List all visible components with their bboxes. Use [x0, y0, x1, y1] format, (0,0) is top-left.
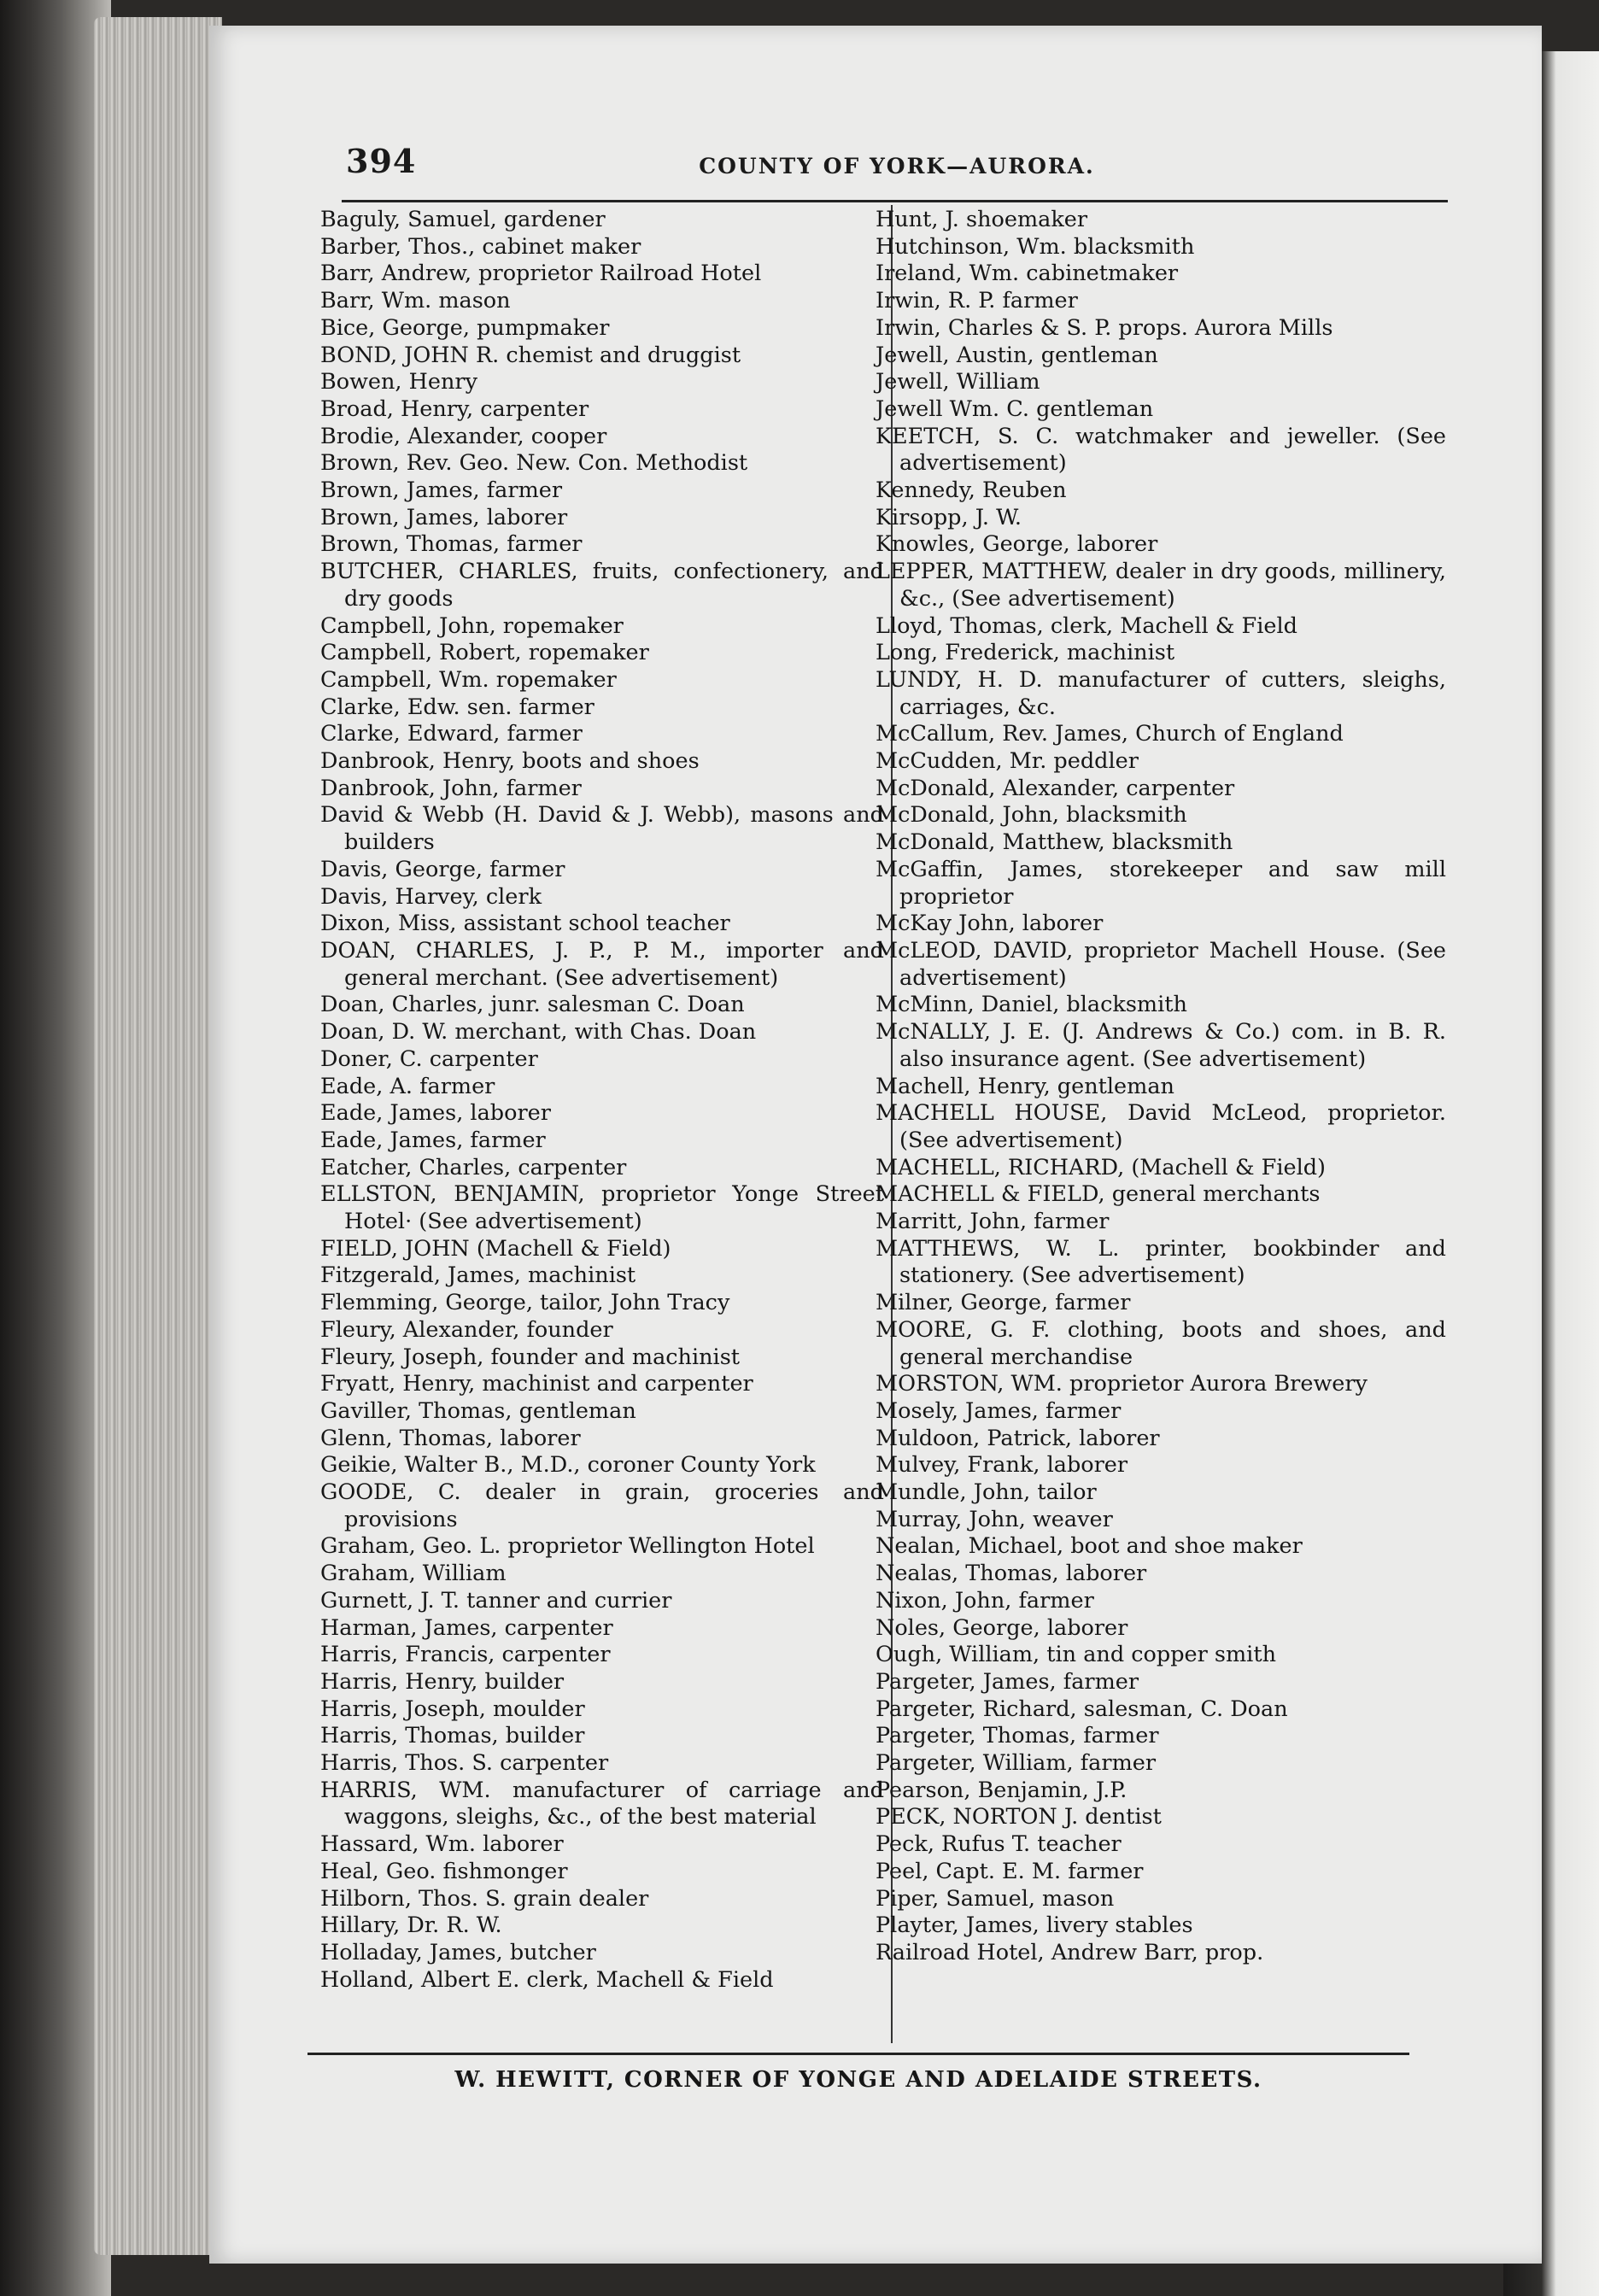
directory-entry: Davis, Harvey, clerk [320, 883, 542, 910]
directory-entry: Doner, C. carpenter [320, 1046, 538, 1072]
directory-entry: Harris, Thomas, builder [320, 1723, 585, 1749]
directory-entry: Lloyd, Thomas, clerk, Machell & Field [876, 612, 1297, 639]
directory-entry: Harris, Henry, builder [320, 1668, 565, 1695]
directory-entry: Campbell, Robert, ropemaker [320, 640, 649, 666]
directory-entry: Ireland, Wm. cabinetmaker [876, 261, 1179, 287]
directory-entry: Pargeter, James, farmer [876, 1668, 1139, 1695]
directory-entry: Barr, Wm. mason [320, 288, 511, 314]
directory-entry: Holland, Albert E. clerk, Machell & Field [320, 1966, 774, 1993]
directory-entry: Nealan, Michael, boot and shoe maker [876, 1533, 1303, 1560]
directory-entry: Danbrook, Henry, boots and shoes [320, 748, 700, 775]
left-column [320, 207, 884, 1994]
directory-entry: Irwin, Charles & S. P. props. Aurora Mills [876, 314, 1333, 341]
directory-entry: Noles, George, laborer [876, 1614, 1128, 1641]
directory-entry: Eatcher, Charles, carpenter [320, 1154, 627, 1180]
directory-entry: Fleury, Alexander, founder [320, 1316, 613, 1343]
directory-entry: McGaffin, James, storekeeper and saw mill proprietor [876, 856, 1446, 910]
directory-entry: Eade, A. farmer [320, 1073, 495, 1099]
directory-entry: BOND, JOHN R. chemist and druggist [320, 342, 741, 368]
directory-entry: Mundle, John, tailor [876, 1479, 1097, 1506]
directory-entry: Nealas, Thomas, laborer [876, 1561, 1147, 1587]
directory-entry: Hillary, Dr. R. W. [320, 1912, 502, 1939]
directory-entry: Bice, George, pumpmaker [320, 314, 610, 341]
directory-entry: Geikie, Walter B., M.D., coroner County York [320, 1452, 816, 1479]
directory-entry: McDonald, John, blacksmith [876, 802, 1187, 829]
book-page-stack [94, 17, 222, 2255]
directory-entry: Broad, Henry, carpenter [320, 395, 589, 422]
directory-entry: Pargeter, Thomas, farmer [876, 1723, 1159, 1749]
directory-entry: Campbell, John, ropemaker [320, 612, 624, 639]
directory-entry: McNALLY, J. E. (J. Andrews & Co.) com. in B. R. also insurance agent. (See advertisement) [876, 1019, 1446, 1072]
directory-entry: ELLSTON, BENJAMIN, proprietor Yonge Street Hotel· (See advertisement) [320, 1181, 884, 1235]
directory-entry: Muldoon, Patrick, laborer [876, 1425, 1160, 1451]
directory-entry: Heal, Geo. fishmonger [320, 1858, 568, 1884]
directory-entry: MACHELL HOUSE, David McLeod, proprietor. (See advertisement) [876, 1100, 1446, 1153]
directory-entry: Kirsopp, J. W. [876, 504, 1022, 530]
directory-entry: Fleury, Joseph, founder and machinist [320, 1344, 741, 1370]
directory-entry: Eade, James, farmer [320, 1127, 546, 1153]
directory-entry: McDonald, Matthew, blacksmith [876, 829, 1233, 856]
directory-entry: Doan, D. W. merchant, with Chas. Doan [320, 1019, 757, 1046]
directory-entry: KEETCH, S. C. watchmaker and jeweller. (See advertisement) [876, 423, 1446, 477]
directory-entry: Pargeter, William, farmer [876, 1750, 1157, 1777]
directory-entry: McMinn, Daniel, blacksmith [876, 992, 1187, 1018]
directory-entry: Harris, Thos. S. carpenter [320, 1750, 609, 1777]
directory-entry: Mosely, James, farmer [876, 1397, 1122, 1424]
directory-entry: Brown, Thomas, farmer [320, 531, 583, 558]
directory-entry: McDonald, Alexander, carpenter [876, 775, 1235, 801]
directory-entry: BUTCHER, CHARLES, fruits, confectionery, and dry goods [320, 559, 884, 612]
directory-entry: MATTHEWS, W. L. printer, bookbinder and stationery. (See advertisement) [876, 1235, 1446, 1289]
footer-rule [308, 2053, 1409, 2055]
right-column [876, 207, 1446, 1967]
directory-entry: Milner, George, farmer [876, 1290, 1131, 1316]
directory-entry: Playter, James, livery stables [876, 1912, 1193, 1939]
directory-entry: Glenn, Thomas, laborer [320, 1425, 581, 1451]
directory-entry: MOORE, G. F. clothing, boots and shoes, and general merchandise [876, 1316, 1446, 1370]
directory-entry: Railroad Hotel, Andrew Barr, prop. [876, 1940, 1264, 1965]
directory-entry: Peel, Capt. E. M. farmer [876, 1858, 1144, 1884]
directory-entry: Long, Frederick, machinist [876, 640, 1175, 666]
directory-entry: PECK, NORTON J. dentist [876, 1804, 1162, 1830]
directory-entry: Barr, Andrew, proprietor Railroad Hotel [320, 261, 762, 287]
directory-entry: McKay John, laborer [876, 911, 1104, 937]
page-title: COUNTY OF YORK—AURORA. [699, 154, 1095, 179]
directory-entry: Graham, William [320, 1561, 507, 1587]
directory-entry: McCudden, Mr. peddler [876, 748, 1139, 775]
directory-entry: Nixon, John, farmer [876, 1587, 1094, 1614]
directory-entry: Murray, John, weaver [876, 1506, 1113, 1532]
directory-entry: Irwin, R. P. farmer [876, 288, 1078, 314]
directory-entry: LUNDY, H. D. manufacturer of cutters, sleighs, carriages, &c. [876, 666, 1446, 720]
header-rule [342, 200, 1448, 202]
directory-entry: David & Webb (H. David & J. Webb), masons and builders [320, 802, 884, 856]
directory-entry: GOODE, C. dealer in grain, groceries and provisions [320, 1479, 884, 1532]
directory-entry: McCallum, Rev. James, Church of England [876, 721, 1344, 747]
page-number: 394 [346, 142, 417, 180]
directory-entry: HARRIS, WM. manufacturer of carriage and waggons, sleighs, &c., of the best material [320, 1777, 884, 1830]
page-header [346, 142, 1448, 190]
directory-entry: Jewell, William [876, 369, 1040, 395]
directory-entry: Doan, Charles, junr. salesman C. Doan [320, 992, 745, 1018]
directory-entry: Gurnett, J. T. tanner and currier [320, 1587, 672, 1614]
directory-entry: Pargeter, Richard, salesman, C. Doan [876, 1696, 1288, 1722]
directory-entry: Marritt, John, farmer [876, 1209, 1110, 1235]
directory-entry: Jewell Wm. C. gentleman [876, 395, 1154, 422]
directory-entry: Jewell, Austin, gentleman [876, 342, 1158, 368]
directory-entry: Mulvey, Frank, laborer [876, 1452, 1128, 1479]
directory-entry: Machell, Henry, gentleman [876, 1073, 1174, 1099]
directory-entry: Hutchinson, Wm. blacksmith [876, 233, 1195, 260]
directory-entry: Ough, William, tin and copper smith [876, 1642, 1277, 1668]
directory-entry: Brown, Rev. Geo. New. Con. Methodist [320, 450, 748, 477]
directory-entry: MORSTON, WM. proprietor Aurora Brewery [876, 1371, 1368, 1397]
directory-entry: Peck, Rufus T. teacher [876, 1831, 1122, 1858]
directory-entry: Barber, Thos., cabinet maker [320, 233, 641, 260]
directory-entry: Flemming, George, tailor, John Tracy [320, 1290, 730, 1316]
directory-entry: Kennedy, Reuben [876, 477, 1067, 504]
directory-entry: LEPPER, MATTHEW, dealer in dry goods, millinery, &c., (See advertisement) [876, 559, 1446, 612]
directory-entry: Hunt, J. shoemaker [876, 207, 1088, 232]
directory-entry: Campbell, Wm. ropemaker [320, 666, 617, 693]
directory-entry: MACHELL, RICHARD, (Machell & Field) [876, 1154, 1326, 1180]
directory-entry: FIELD, JOHN (Machell & Field) [320, 1235, 671, 1262]
directory-entry: DOAN, CHARLES, J. P., P. M., importer and general merchant. (See advertisement) [320, 937, 884, 991]
directory-entry: Brown, James, laborer [320, 504, 568, 530]
directory-entry: Danbrook, John, farmer [320, 775, 582, 801]
directory-entry: Harris, Joseph, moulder [320, 1696, 585, 1722]
footer-advertisement: W. HEWITT, CORNER OF YONGE AND ADELAIDE STREETS. [454, 2067, 1262, 2093]
directory-entry: Pearson, Benjamin, J.P. [876, 1777, 1128, 1803]
directory-entry: Knowles, George, laborer [876, 531, 1158, 558]
directory-entry: Hassard, Wm. laborer [320, 1831, 564, 1858]
directory-entry: Holladay, James, butcher [320, 1940, 596, 1965]
directory-entry: Davis, George, farmer [320, 856, 565, 882]
directory-entry: Baguly, Samuel, gardener [320, 207, 606, 232]
directory-entry: Brown, James, farmer [320, 477, 563, 504]
directory-entry: Harris, Francis, carpenter [320, 1642, 611, 1668]
directory-entry: Clarke, Edward, farmer [320, 721, 583, 747]
directory-entry: Harman, James, carpenter [320, 1614, 613, 1641]
directory-entry: Fryatt, Henry, machinist and carpenter [320, 1371, 753, 1397]
directory-entry: Bowen, Henry [320, 369, 477, 395]
directory-entry: Graham, Geo. L. proprietor Wellington Hotel [320, 1533, 815, 1560]
directory-entry: McLEOD, DAVID, proprietor Machell House. (See advertisement) [876, 937, 1446, 991]
directory-entry: Brodie, Alexander, cooper [320, 423, 607, 449]
directory-entry: Piper, Samuel, mason [876, 1885, 1115, 1912]
directory-entry: Gaviller, Thomas, gentleman [320, 1397, 636, 1424]
directory-entry: Hilborn, Thos. S. grain dealer [320, 1885, 649, 1912]
directory-entry: Dixon, Miss, assistant school teacher [320, 911, 730, 937]
directory-entry: Eade, James, laborer [320, 1100, 551, 1127]
directory-entry: Fitzgerald, James, machinist [320, 1262, 636, 1289]
directory-entry: Clarke, Edw. sen. farmer [320, 694, 594, 720]
directory-entry: MACHELL & FIELD, general merchants [876, 1181, 1321, 1208]
